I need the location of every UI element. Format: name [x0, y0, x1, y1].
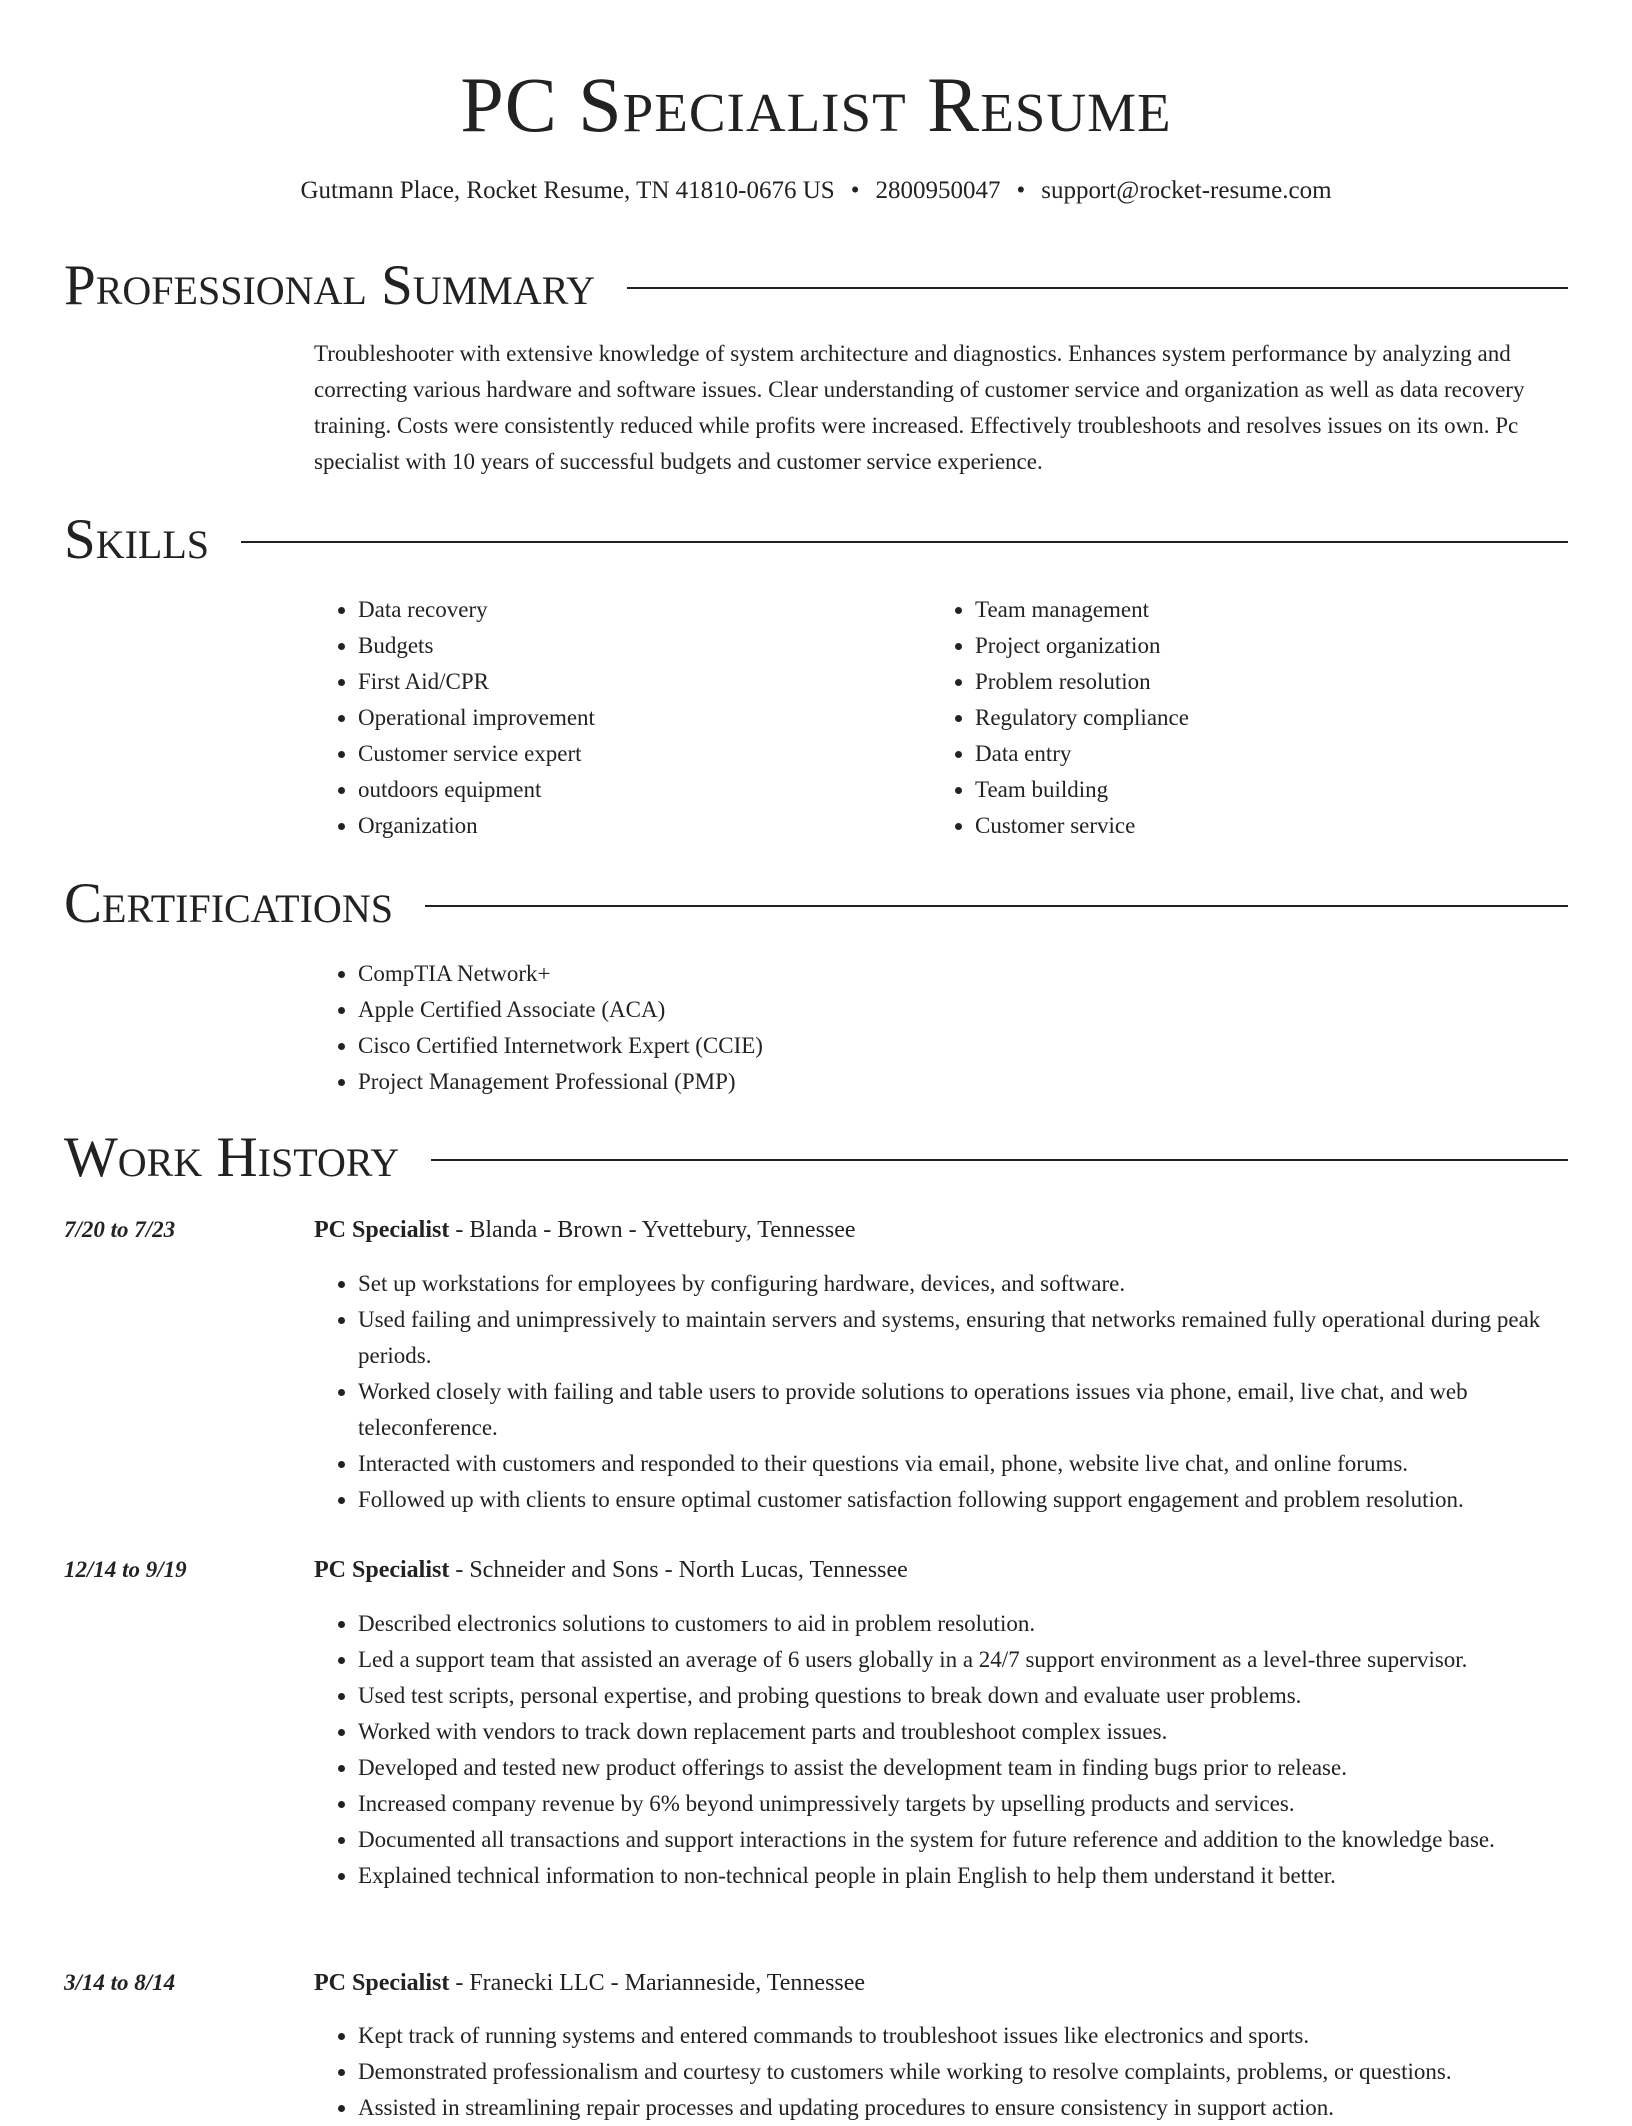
work-heading: Work History [64, 1126, 400, 1189]
summary-body [314, 336, 1568, 480]
certifications-section-header [64, 872, 1568, 936]
skills-section-header [64, 508, 1568, 572]
job-duty-item: • Increased company revenue by 6% beyond unimpressively targets by upselling products and services. [358, 1786, 1568, 1822]
job-bullet-list [314, 2018, 1568, 2126]
job-title-line [314, 1212, 1568, 1248]
job-duty-item: • Developed and tested new product offerings to assist the development team in finding bugs prior to release. [358, 1750, 1568, 1786]
section-divider [627, 287, 1568, 289]
contact-address: Gutmann Place, Rocket Resume, TN 41810-0676 US [300, 177, 835, 204]
section-divider [425, 905, 1568, 907]
skills-list-left [314, 592, 931, 844]
skill-item: • Team building [975, 772, 1548, 808]
skill-item: • Regulatory compliance [975, 700, 1548, 736]
job-duty-item: • Interacted with customers and responded to their questions via email, phone, website live chat, and online forums. [358, 1446, 1568, 1482]
skill-item: • Customer service expert [358, 736, 931, 772]
job-duty-item: • Kept track of running systems and entered commands to troubleshoot issues like electronics and sports. [358, 2018, 1568, 2054]
skill-item: • Customer service [975, 808, 1548, 844]
skill-item: • Operational improvement [358, 700, 931, 736]
skill-item: • First Aid/CPR [358, 664, 931, 700]
job-duty-item: • Set up workstations for employees by configuring hardware, devices, and software. [358, 1266, 1568, 1302]
job-employer: - Blanda - Brown - Yvettebury, Tennessee [449, 1217, 856, 1243]
job-duties [314, 1606, 1568, 1894]
job-duty-item: • Worked closely with failing and table users to provide solutions to operations issues via phone, email, live chat, and web teleconference. [358, 1374, 1568, 1446]
certifications-heading: Certifications [64, 872, 393, 935]
section-divider [431, 1159, 1568, 1161]
job-duty-item: • Assisted in streamlining repair processes and updating procedures to ensure consistency in support action. [358, 2090, 1568, 2126]
job-duty-item: • Used failing and unimpressively to maintain servers and systems, ensuring that networks remained fully operational during peak periods. [358, 1302, 1568, 1374]
skills-body [314, 592, 1568, 844]
job-title: PC Specialist [314, 1970, 450, 1996]
summary-section-header [64, 254, 1568, 318]
job-duties [314, 2018, 1568, 2126]
contact-phone: 2800950047 [875, 177, 1001, 204]
job-employer: - Franecki LLC - Marianneside, Tennessee [449, 1970, 866, 1996]
job-title-line [314, 1552, 1568, 1588]
job-dates: 3/14 to 8/14 [64, 1970, 176, 1995]
job-title: PC Specialist [314, 1217, 450, 1243]
section-divider [241, 541, 1568, 543]
certification-item: • Cisco Certified Internetwork Expert (CCIE) [358, 1028, 1568, 1064]
job-duty-item: • Explained technical information to non-technical people in plain English to help them understand it better. [358, 1858, 1568, 1894]
certifications-list [314, 956, 1568, 1100]
skill-item: • Data recovery [358, 592, 931, 628]
skill-item: • Project organization [975, 628, 1548, 664]
job-employer: - Schneider and Sons - North Lucas, Tennessee [449, 1557, 908, 1583]
job-duty-item: • Described electronics solutions to customers to aid in problem resolution. [358, 1606, 1568, 1642]
resume-title: PC Specialist Resume [460, 61, 1172, 148]
contact-separator: • [1016, 177, 1026, 204]
skill-item: • Organization [358, 808, 931, 844]
job-bullet-list [314, 1606, 1568, 1894]
certification-item: • Apple Certified Associate (ACA) [358, 992, 1568, 1028]
skill-item: • Team management [975, 592, 1548, 628]
skill-item: • outdoors equipment [358, 772, 931, 808]
skill-item: • Budgets [358, 628, 931, 664]
work-section-header [64, 1126, 1568, 1190]
job-title: PC Specialist [314, 1557, 450, 1583]
job-duty-item: • Worked with vendors to track down replacement parts and troubleshoot complex issues. [358, 1714, 1568, 1750]
job-title-line [314, 1965, 1568, 2001]
job-dates: 7/20 to 7/23 [64, 1217, 176, 1242]
skill-item: • Data entry [975, 736, 1548, 772]
job-dates: 12/14 to 9/19 [64, 1557, 187, 1582]
summary-heading: Professional Summary [64, 254, 596, 317]
certification-item: • CompTIA Network+ [358, 956, 1568, 992]
certifications-body [314, 956, 1568, 1100]
job-duty-item: • Demonstrated professionalism and courtesy to customers while working to resolve complaints, problems, or questions. [358, 2054, 1568, 2090]
certification-item: • Project Management Professional (PMP) [358, 1064, 1568, 1100]
contact-email: support@rocket-resume.com [1041, 177, 1332, 204]
job-duty-item: • Led a support team that assisted an average of 6 users globally in a 24/7 support environment as a level-three supervisor. [358, 1642, 1568, 1678]
job-duty-item: • Used test scripts, personal expertise, and probing questions to break down and evaluate user problems. [358, 1678, 1568, 1714]
skill-item: • Problem resolution [975, 664, 1548, 700]
job-bullet-list [314, 1266, 1568, 1518]
skills-list-right [931, 592, 1548, 844]
skills-heading: Skills [64, 508, 210, 571]
summary-text: Troubleshooter with extensive knowledge of system architecture and diagnostics. Enhances system performance by analyzing and correcting various hardware and software issues. Clear understanding of customer service and organization as well as data recovery training. Costs were consistently reduced while profits were increased. Effectively troubleshoots and resolves issues on its own. Pc specialist with 10 years of successful budgets and customer service experience. [314, 341, 1525, 474]
job-duty-item: • Followed up with clients to ensure optimal customer satisfaction following support engagement and problem resolution. [358, 1482, 1568, 1518]
contact-separator: • [850, 177, 860, 204]
job-duties [314, 1266, 1568, 1518]
contact-line [0, 174, 1632, 208]
job-duty-item: • Documented all transactions and support interactions in the system for future reference and addition to the knowledge base. [358, 1822, 1568, 1858]
